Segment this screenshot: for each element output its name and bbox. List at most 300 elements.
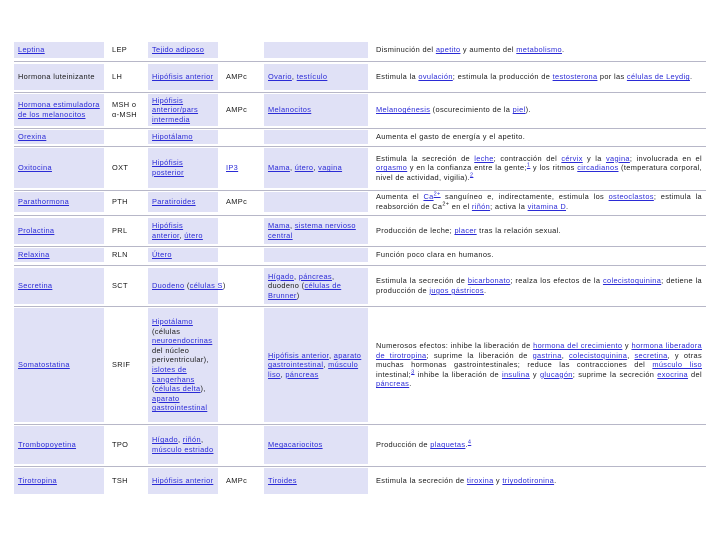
table-row <box>14 130 706 144</box>
cell-text <box>112 360 140 370</box>
cell-text <box>226 197 256 207</box>
cell-col-d <box>222 148 260 188</box>
cell-col-e <box>264 94 368 126</box>
cell-text-run: . <box>465 440 468 450</box>
cell-text <box>152 197 214 207</box>
wiki-link[interactable]: Melanogénesis <box>376 105 431 115</box>
cell-text-run: Aumenta el <box>376 192 424 202</box>
cell-text-run: . <box>689 72 693 82</box>
cell-text <box>376 132 702 142</box>
cell-text <box>152 281 256 291</box>
wiki-link[interactable]: 2+ <box>433 191 441 198</box>
wiki-link[interactable]: Hipotálamo <box>152 317 193 327</box>
cell-col-a <box>14 148 104 188</box>
cell-text-run: RLN <box>112 250 128 260</box>
cell-text <box>268 351 364 380</box>
cell-text-run: ; activa la <box>490 202 528 211</box>
cell-text-run: ; suprime la liberación de <box>426 350 533 360</box>
cell-text <box>376 250 702 260</box>
wiki-link[interactable]: Tiroides <box>268 476 297 486</box>
cell-text <box>18 163 100 173</box>
cell-col-a <box>14 42 104 58</box>
wiki-link[interactable]: circadianos <box>577 163 619 173</box>
wiki-link[interactable]: neuroendocrinas <box>152 336 213 346</box>
cell-text-run: MSH o α-MSH <box>112 100 137 119</box>
wiki-link[interactable]: células de Brunner <box>268 281 342 300</box>
cell-col-c <box>148 218 218 244</box>
table-row <box>14 426 706 464</box>
cell-col-c <box>148 192 218 212</box>
cell-col-e <box>264 148 368 188</box>
cell-col-f <box>372 218 706 244</box>
wiki-link[interactable]: osteoclastos <box>608 192 654 202</box>
cell-text-run: Hormona luteinizante <box>18 72 95 82</box>
row-separator <box>14 265 706 266</box>
cell-col-b <box>108 42 144 58</box>
column-shade <box>264 42 368 58</box>
cell-col-a <box>14 218 104 244</box>
cell-text-run: 2+ <box>442 201 450 208</box>
wiki-link[interactable]: Hígado <box>152 435 178 445</box>
wiki-link[interactable]: Relaxina <box>18 250 50 260</box>
cell-col-f <box>372 268 706 304</box>
cell-col-f <box>372 42 706 58</box>
cell-col-a <box>14 94 104 126</box>
cell-col-b <box>108 248 144 262</box>
wiki-link[interactable]: células S <box>189 281 223 291</box>
cell-text <box>376 476 702 486</box>
cell-col-b <box>108 268 144 304</box>
cell-text-run: TPO <box>112 440 129 450</box>
cell-text-run: OXT <box>112 163 129 173</box>
cell-col-c <box>148 42 260 58</box>
cell-text <box>152 96 214 125</box>
cell-text <box>268 476 364 486</box>
cell-col-f <box>372 130 706 144</box>
wiki-link[interactable]: leche <box>474 153 494 163</box>
wiki-link[interactable]: insulina <box>501 369 530 379</box>
cell-text <box>226 105 256 115</box>
cell-col-a <box>14 308 104 422</box>
wiki-link[interactable]: orgasmo <box>376 163 408 173</box>
wiki-link[interactable]: Ovario <box>268 72 292 82</box>
cell-text <box>376 341 702 389</box>
wiki-link[interactable]: 1 <box>526 162 531 169</box>
cell-col-b <box>108 192 144 212</box>
cell-text-run: ) <box>296 290 300 300</box>
row-separator <box>14 92 706 93</box>
cell-text <box>376 45 702 55</box>
cell-text-run: ; involucrada en el <box>629 153 703 163</box>
cell-col-e <box>264 308 368 422</box>
cell-text-run: AMPc <box>226 72 248 82</box>
wiki-link[interactable]: Hormona estimuladora de los melanocitos <box>18 100 100 119</box>
cell-col-a <box>14 130 144 144</box>
cell-text <box>112 163 140 173</box>
cell-text <box>18 226 100 236</box>
column-shade <box>264 192 368 212</box>
table-row <box>14 218 706 244</box>
cell-text-run: . <box>409 379 412 389</box>
wiki-link[interactable]: tiroxina <box>466 476 494 486</box>
wiki-link[interactable]: cérvix <box>561 153 583 163</box>
cell-text-run: Producción de leche; <box>376 226 455 236</box>
wiki-link[interactable]: hormona liberadora de tirotropina <box>376 341 703 360</box>
cell-text-run: , <box>179 231 185 240</box>
wiki-link[interactable]: vagina <box>318 163 343 173</box>
cell-text-run: ( <box>152 384 155 394</box>
row-separator <box>14 128 706 129</box>
wiki-link[interactable]: Hígado <box>268 271 294 281</box>
cell-text-run: ; suprime la secreción <box>572 369 658 379</box>
cell-col-c <box>148 130 368 144</box>
row-separator <box>14 424 706 425</box>
cell-text-run: , <box>280 369 286 379</box>
wiki-link[interactable]: músculo estriado <box>152 445 214 454</box>
wiki-link[interactable]: IP3 <box>226 163 239 173</box>
cell-text <box>112 226 140 236</box>
table-row <box>14 248 706 262</box>
cell-text-run: PTH <box>112 197 128 207</box>
row-separator <box>14 246 706 247</box>
cell-col-f <box>372 94 706 126</box>
wiki-link[interactable]: células de Leydig <box>626 72 690 82</box>
cell-text <box>268 221 364 240</box>
wiki-link[interactable]: apetito <box>435 45 461 55</box>
cell-text-run: AMPc <box>226 197 248 207</box>
cell-text <box>152 221 214 240</box>
wiki-link[interactable]: aparato gastrointestinal <box>152 393 208 413</box>
wiki-link[interactable]: páncreas <box>298 271 332 281</box>
cell-text-run: SCT <box>112 281 128 291</box>
wiki-link[interactable]: glucagón <box>539 369 573 379</box>
wiki-link[interactable]: útero <box>294 163 314 173</box>
wiki-link[interactable]: páncreas <box>285 369 319 379</box>
cell-col-e <box>264 64 368 90</box>
cell-text <box>112 250 140 260</box>
table-row <box>14 268 706 304</box>
cell-text <box>152 158 214 177</box>
wiki-link[interactable]: metabolismo <box>516 45 563 55</box>
cell-text <box>268 272 364 301</box>
cell-text <box>152 317 214 413</box>
cell-col-c <box>148 94 218 126</box>
table-row <box>14 308 706 422</box>
cell-text <box>268 72 364 82</box>
cell-text-run: intestinal; <box>376 369 412 379</box>
cell-text-run: . <box>483 286 487 295</box>
cell-text-run: Estimula la secreción de <box>376 276 468 286</box>
cell-text-run: PRL <box>112 226 128 236</box>
wiki-link[interactable]: piel <box>512 105 526 115</box>
wiki-link[interactable]: Hipófisis anterior <box>152 72 214 82</box>
wiki-link[interactable]: islotes de Langerhans <box>152 365 195 384</box>
wiki-link[interactable]: Hipófisis anterior <box>152 221 184 240</box>
cell-text-run: (células <box>152 326 181 336</box>
wiki-link[interactable]: gastrina <box>532 350 562 360</box>
cell-text-run: . <box>566 202 569 211</box>
cell-col-f <box>372 148 706 188</box>
cell-text-run: (temperatura corporal, nivel de actividad, vigilia). <box>376 163 702 182</box>
cell-text-run: y <box>493 476 503 486</box>
cell-text-run: , <box>627 350 635 360</box>
cell-text <box>18 476 100 486</box>
cell-text-run: AMPc <box>226 476 248 486</box>
wiki-link[interactable]: Orexina <box>18 132 47 142</box>
cell-text-run: ) <box>222 281 226 291</box>
wiki-link[interactable]: 3 <box>411 369 415 376</box>
table-row <box>14 468 706 494</box>
wiki-link[interactable]: exocrina <box>657 369 689 379</box>
wiki-link[interactable]: placer <box>454 226 477 236</box>
row-separator <box>14 61 706 62</box>
cell-col-b <box>108 218 144 244</box>
cell-col-b <box>108 64 144 90</box>
cell-text-run: ; estimula la reabsorción de Ca <box>376 192 702 211</box>
wiki-link[interactable]: Melanocitos <box>268 105 312 115</box>
wiki-link[interactable]: Oxitocina <box>18 163 52 173</box>
wiki-link[interactable]: Mama <box>268 221 290 231</box>
wiki-link[interactable]: vitamina D <box>527 202 567 211</box>
cell-text-run: Estimula la secreción de <box>376 476 467 486</box>
cell-text-run: Estimula la secreción de <box>376 153 475 163</box>
wiki-link[interactable]: Trombopoyetina <box>18 440 77 450</box>
cell-text-run: (oscurecimiento de la <box>430 105 513 115</box>
cell-text <box>376 276 702 295</box>
wiki-link[interactable]: riñón <box>182 435 201 445</box>
cell-text-run: y en la confianza entre la gente; <box>407 163 527 173</box>
cell-text <box>376 72 702 82</box>
cell-text-run: , <box>328 350 334 360</box>
table-row <box>14 64 706 90</box>
wiki-link[interactable]: Secretina <box>18 281 53 291</box>
wiki-link[interactable]: células delta <box>154 384 201 394</box>
cell-col-a <box>14 468 104 494</box>
cell-col-c <box>148 468 218 494</box>
wiki-link[interactable]: Ca <box>423 192 434 202</box>
wiki-link[interactable]: bicarbonato <box>467 276 511 286</box>
cell-text-run: Numerosos efectos: inhibe la liberación de <box>376 341 534 351</box>
wiki-link[interactable]: vagina <box>605 153 630 163</box>
cell-col-c <box>148 308 218 422</box>
cell-text <box>226 476 256 486</box>
cell-text <box>268 440 364 450</box>
cell-text-run: ), <box>200 384 206 394</box>
cell-col-b <box>108 94 144 126</box>
wiki-link[interactable]: jugos gástricos <box>429 286 484 295</box>
wiki-link[interactable]: Prolactina <box>18 226 55 236</box>
wiki-link[interactable]: colecistoquinina <box>568 350 628 360</box>
cell-col-c <box>148 64 218 90</box>
wiki-link[interactable]: riñón <box>471 202 491 211</box>
cell-col-c <box>148 426 218 464</box>
row-separator <box>14 146 706 147</box>
cell-col-e <box>264 468 368 494</box>
cell-col-d <box>222 94 260 126</box>
cell-col-c <box>148 248 368 262</box>
wiki-link[interactable]: Hipófisis anterior/pars intermedia <box>152 95 199 124</box>
wiki-link[interactable]: Paratiroides <box>152 197 196 207</box>
cell-text-run: , <box>291 72 297 82</box>
cell-text-run: , duodeno ( <box>268 271 335 291</box>
wiki-link[interactable]: aparato gastrointestinal <box>268 350 362 370</box>
cell-text-run: SRIF <box>112 360 131 370</box>
cell-text <box>376 226 702 236</box>
row-separator <box>14 190 706 191</box>
cell-text-run: , y otras muchas hormonas gastrointestinales; reduce las contracciones del <box>376 350 703 370</box>
wiki-link[interactable]: testículo <box>296 72 328 82</box>
cell-text-run: AMPc <box>226 105 248 115</box>
wiki-link[interactable]: Tejido adiposo <box>152 45 205 55</box>
cell-col-e <box>264 218 368 244</box>
wiki-link[interactable]: ovulación <box>418 72 453 82</box>
wiki-link[interactable]: Tirotropina <box>18 476 57 486</box>
wiki-link[interactable]: secretina <box>634 350 668 360</box>
wiki-link[interactable]: Leptina <box>18 45 45 55</box>
cell-col-b <box>108 308 144 422</box>
cell-text <box>18 281 100 291</box>
cell-text <box>376 440 702 450</box>
cell-text <box>268 163 364 173</box>
cell-text-run: ( <box>184 281 190 291</box>
cell-text-run: ; realza los efectos de la <box>510 276 603 286</box>
cell-text-run: Estimula la <box>376 72 419 82</box>
wiki-link[interactable]: Mama <box>268 163 290 173</box>
cell-text <box>152 45 256 55</box>
cell-text-run: en el <box>449 202 472 211</box>
wiki-link[interactable]: Hipófisis posterior <box>152 158 184 177</box>
cell-col-b <box>108 426 144 464</box>
cell-text-run: Aumenta el gasto de energía y el apetito. <box>376 132 526 142</box>
cell-col-f <box>372 248 706 262</box>
cell-text-run: del <box>688 369 702 379</box>
cell-text <box>112 281 140 291</box>
cell-text-run: y la <box>582 153 606 163</box>
cell-text <box>18 45 100 55</box>
table-row <box>14 94 706 126</box>
wiki-link[interactable]: colecistoquinina <box>602 276 662 286</box>
wiki-link[interactable]: Somatostatina <box>18 360 70 370</box>
wiki-link[interactable]: Parathormona <box>18 197 70 207</box>
cell-text-run: , <box>313 163 319 173</box>
cell-text-run: , <box>293 271 299 281</box>
wiki-link[interactable]: 2 <box>469 172 474 179</box>
cell-text-run: sanguíneo e, indirectamente, estimula los <box>440 192 609 202</box>
cell-text-run: LH <box>112 72 123 82</box>
cell-text <box>152 476 214 486</box>
cell-text-run: Función poco clara en humanos. <box>376 250 494 260</box>
cell-col-f <box>372 64 706 90</box>
cell-text-run: , <box>200 435 204 445</box>
cell-text-run: ; contracción del <box>493 153 562 163</box>
cell-text-run: inhibe la liberación de <box>414 369 502 379</box>
cell-col-a <box>14 64 104 90</box>
cell-text-run: , <box>289 221 295 231</box>
wiki-link[interactable]: Duodeno <box>152 281 185 291</box>
cell-text <box>376 154 702 183</box>
row-separator <box>14 466 706 467</box>
cell-text <box>112 197 140 207</box>
wiki-link[interactable]: sistema nervioso central <box>268 221 356 240</box>
cell-text <box>112 45 140 55</box>
cell-text <box>112 440 140 450</box>
cell-col-a <box>14 268 104 304</box>
cell-text <box>152 435 214 454</box>
cell-col-c <box>148 268 260 304</box>
cell-text-run: ; detiene la producción de <box>376 276 703 295</box>
cell-col-f <box>372 426 706 464</box>
cell-col-b <box>108 468 144 494</box>
row-separator <box>14 306 706 307</box>
cell-text <box>226 72 256 82</box>
cell-col-f <box>372 468 706 494</box>
cell-col-e <box>264 268 368 304</box>
cell-col-c <box>148 148 218 188</box>
cell-col-e <box>264 426 368 464</box>
wiki-link[interactable]: Útero <box>152 250 172 260</box>
cell-text <box>376 192 702 211</box>
cell-text <box>18 250 100 260</box>
cell-text-run: , <box>323 360 329 370</box>
wiki-link[interactable]: 4 <box>467 439 472 446</box>
cell-text <box>18 197 100 207</box>
cell-text-run: , <box>289 163 295 173</box>
wiki-link[interactable]: triyodotironina <box>502 476 555 486</box>
cell-text-run: . <box>562 45 565 55</box>
table-row <box>14 148 706 188</box>
cell-text-run: y <box>622 341 632 351</box>
cell-text-run: y <box>529 369 540 379</box>
wiki-link[interactable]: músculo liso <box>652 360 702 370</box>
cell-text-run: LEP <box>112 45 128 55</box>
cell-text-run: tras la relación sexual. <box>476 226 562 236</box>
wiki-link[interactable]: Hipotálamo <box>152 132 193 142</box>
table-row <box>14 192 706 212</box>
wiki-link[interactable]: Hipófisis anterior <box>268 350 329 360</box>
cell-text <box>18 132 140 142</box>
cell-text <box>376 105 702 115</box>
cell-col-d <box>222 468 260 494</box>
cell-text <box>112 100 140 119</box>
cell-text <box>152 132 364 142</box>
cell-col-f <box>372 308 706 422</box>
cell-text-run: ). <box>525 105 531 115</box>
cell-text-run: Disminución del <box>376 45 436 55</box>
cell-text-run: y los ritmos <box>530 163 578 173</box>
wiki-link[interactable]: hormona del crecimiento <box>533 341 623 351</box>
cell-col-f <box>372 192 706 212</box>
cell-text <box>226 163 256 173</box>
wiki-link[interactable]: plaquetas <box>430 440 466 450</box>
wiki-link[interactable]: páncreas <box>376 379 410 389</box>
cell-text <box>18 440 100 450</box>
wiki-link[interactable]: Hipófisis anterior <box>152 476 214 486</box>
cell-col-a <box>14 426 104 464</box>
cell-col-d <box>222 64 260 90</box>
cell-text-run: TSH <box>112 476 128 486</box>
wiki-link[interactable]: músculo liso <box>268 360 359 379</box>
cell-text-run: Producción de <box>376 440 431 450</box>
cell-text <box>18 72 100 82</box>
wiki-link[interactable]: útero <box>184 231 203 240</box>
wiki-link[interactable]: testosterona <box>552 72 598 82</box>
cell-text-run: y aumento del <box>460 45 517 55</box>
cell-text-run: del núcleo periventricular), <box>152 345 209 365</box>
cell-text <box>152 72 214 82</box>
cell-text-run: . <box>554 476 557 486</box>
wiki-link[interactable]: Megacariocitos <box>268 440 323 450</box>
cell-text <box>112 72 140 82</box>
